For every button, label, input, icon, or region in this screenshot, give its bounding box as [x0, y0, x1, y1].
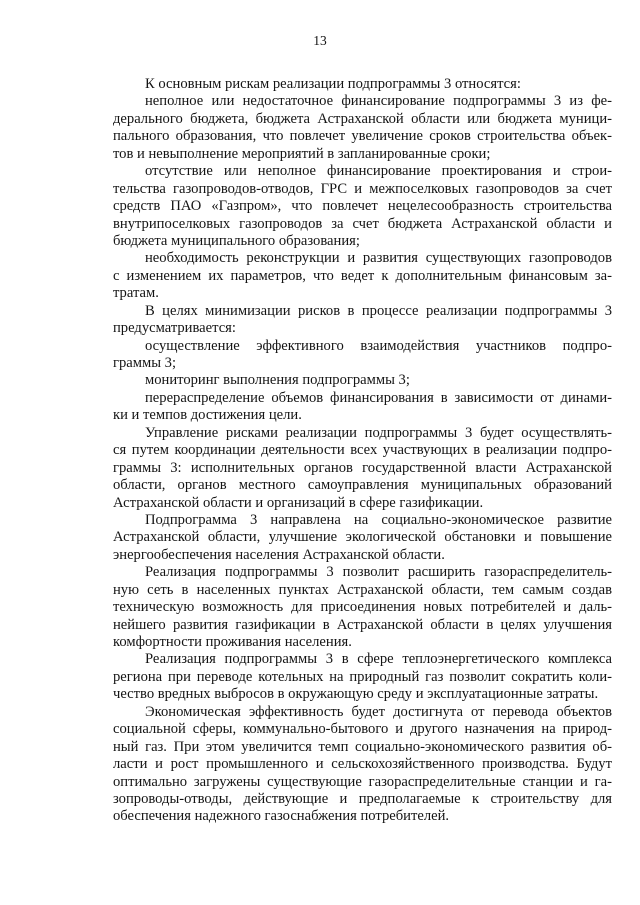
text-line: граммы 3: исполнительных органов государственной власти Астраханской [113, 459, 612, 476]
text-line: ки и темпов достижения цели. [113, 407, 302, 424]
text-line: тов и невыполнение мероприятий в запланированные сроки; [113, 145, 491, 162]
text-line: Подпрограмма 3 направлена на социально-экономическое развитие [145, 511, 612, 528]
text-line: отсутствие или неполное финансирование проектирования и строи- [145, 163, 612, 180]
text-line: региона при переводе котельных на природный газ позволит сократить коли- [113, 668, 612, 685]
page-number: 13 [313, 33, 327, 48]
text-line: тратам. [113, 285, 159, 302]
text-line: необходимость реконструкции и развития существующих газопроводов [145, 250, 612, 267]
text-line: перераспределение объемов финансирования в зависимости от динами- [145, 389, 612, 406]
text-line: предусматривается: [113, 320, 236, 337]
text-line: пального образования, что повлечет увеличение сроков строительства объек- [113, 128, 612, 145]
text-line: средств ПАО «Газпром», что повлечет нецелесообразность строительства [113, 198, 612, 215]
text-line: Реализация подпрограммы 3 в сфере теплоэнергетического комплекса [145, 651, 612, 668]
text-line: неполное или недостаточное финансирование подпрограммы 3 из фе- [145, 93, 612, 110]
text-line: ную сеть в населенных пунктах Астраханской области, тем самым создав [113, 581, 612, 598]
text-line: Управление рисками реализации подпрограммы 3 будет осуществлять- [145, 424, 612, 441]
text-line: чество вредных выбросов в окружающую среду и эксплуатационные затраты. [113, 686, 599, 703]
text-line: дерального бюджета, бюджета Астраханской области или бюджета муници- [113, 110, 612, 127]
text-line: энергообеспечения населения Астраханской области. [113, 546, 445, 563]
text-line: Астраханской области и организаций в сфере газификации. [113, 494, 484, 511]
text-line: тельства газопроводов-отводов, ГРС и межпоселковых газопроводов за счет [113, 180, 612, 197]
text-line: бюджета муниципального образования; [113, 232, 360, 249]
document-body [113, 76, 612, 826]
text-line: К основным рискам реализации подпрограммы 3 относятся: [145, 76, 521, 92]
text-line: с изменением их параметров, что ведет к дополнительным финансовым за- [113, 267, 612, 284]
text-line: внутрипоселковых газопроводов за счет бюджета Астраханской области и [113, 215, 612, 232]
text-line: Астраханской области, улучшение экологической обстановки и повышение [113, 529, 612, 546]
text-line: мониторинг выполнения подпрограммы 3; [145, 372, 410, 389]
text-line: комфортности проживания населения. [113, 634, 352, 650]
text-line: социальной сферы, коммунально-бытового и другого назначения на природ- [113, 721, 612, 738]
text-line: В целях минимизации рисков в процессе реализации подпрограммы 3 [145, 302, 612, 319]
text-line: оптимально загружены существующие газораспределительные станции и га- [113, 773, 612, 790]
text-line: Экономическая эффективность будет достигнута от перевода объектов [145, 703, 612, 720]
text-line: области, органов местного самоуправления муниципальных образований [113, 477, 612, 494]
text-line: обеспечения надежного газоснабжения потребителей. [113, 808, 450, 825]
text-line: ся путем координации деятельности всех участвующих в реализации подпро- [113, 442, 612, 459]
text-line: ный газ. При этом увеличится темп социально-экономического развития об- [113, 738, 612, 755]
text-line: техническую возможность для присоединения новых потребителей и даль- [113, 599, 612, 616]
text-line: нейшего развития газификации в Астраханской области в целях улучшения [113, 616, 612, 633]
text-line: осуществление эффективного взаимодействия участников подпро- [145, 337, 612, 354]
text-line: зопроводы-отводы, действующие и предполагаемые к строительству для [113, 790, 612, 807]
text-line: ласти и рост промышленного и сельскохозяйственного производства. Будут [113, 756, 612, 773]
text-line: Реализация подпрограммы 3 позволит расширить газораспределитель- [145, 564, 612, 581]
text-line: граммы 3; [113, 355, 177, 371]
